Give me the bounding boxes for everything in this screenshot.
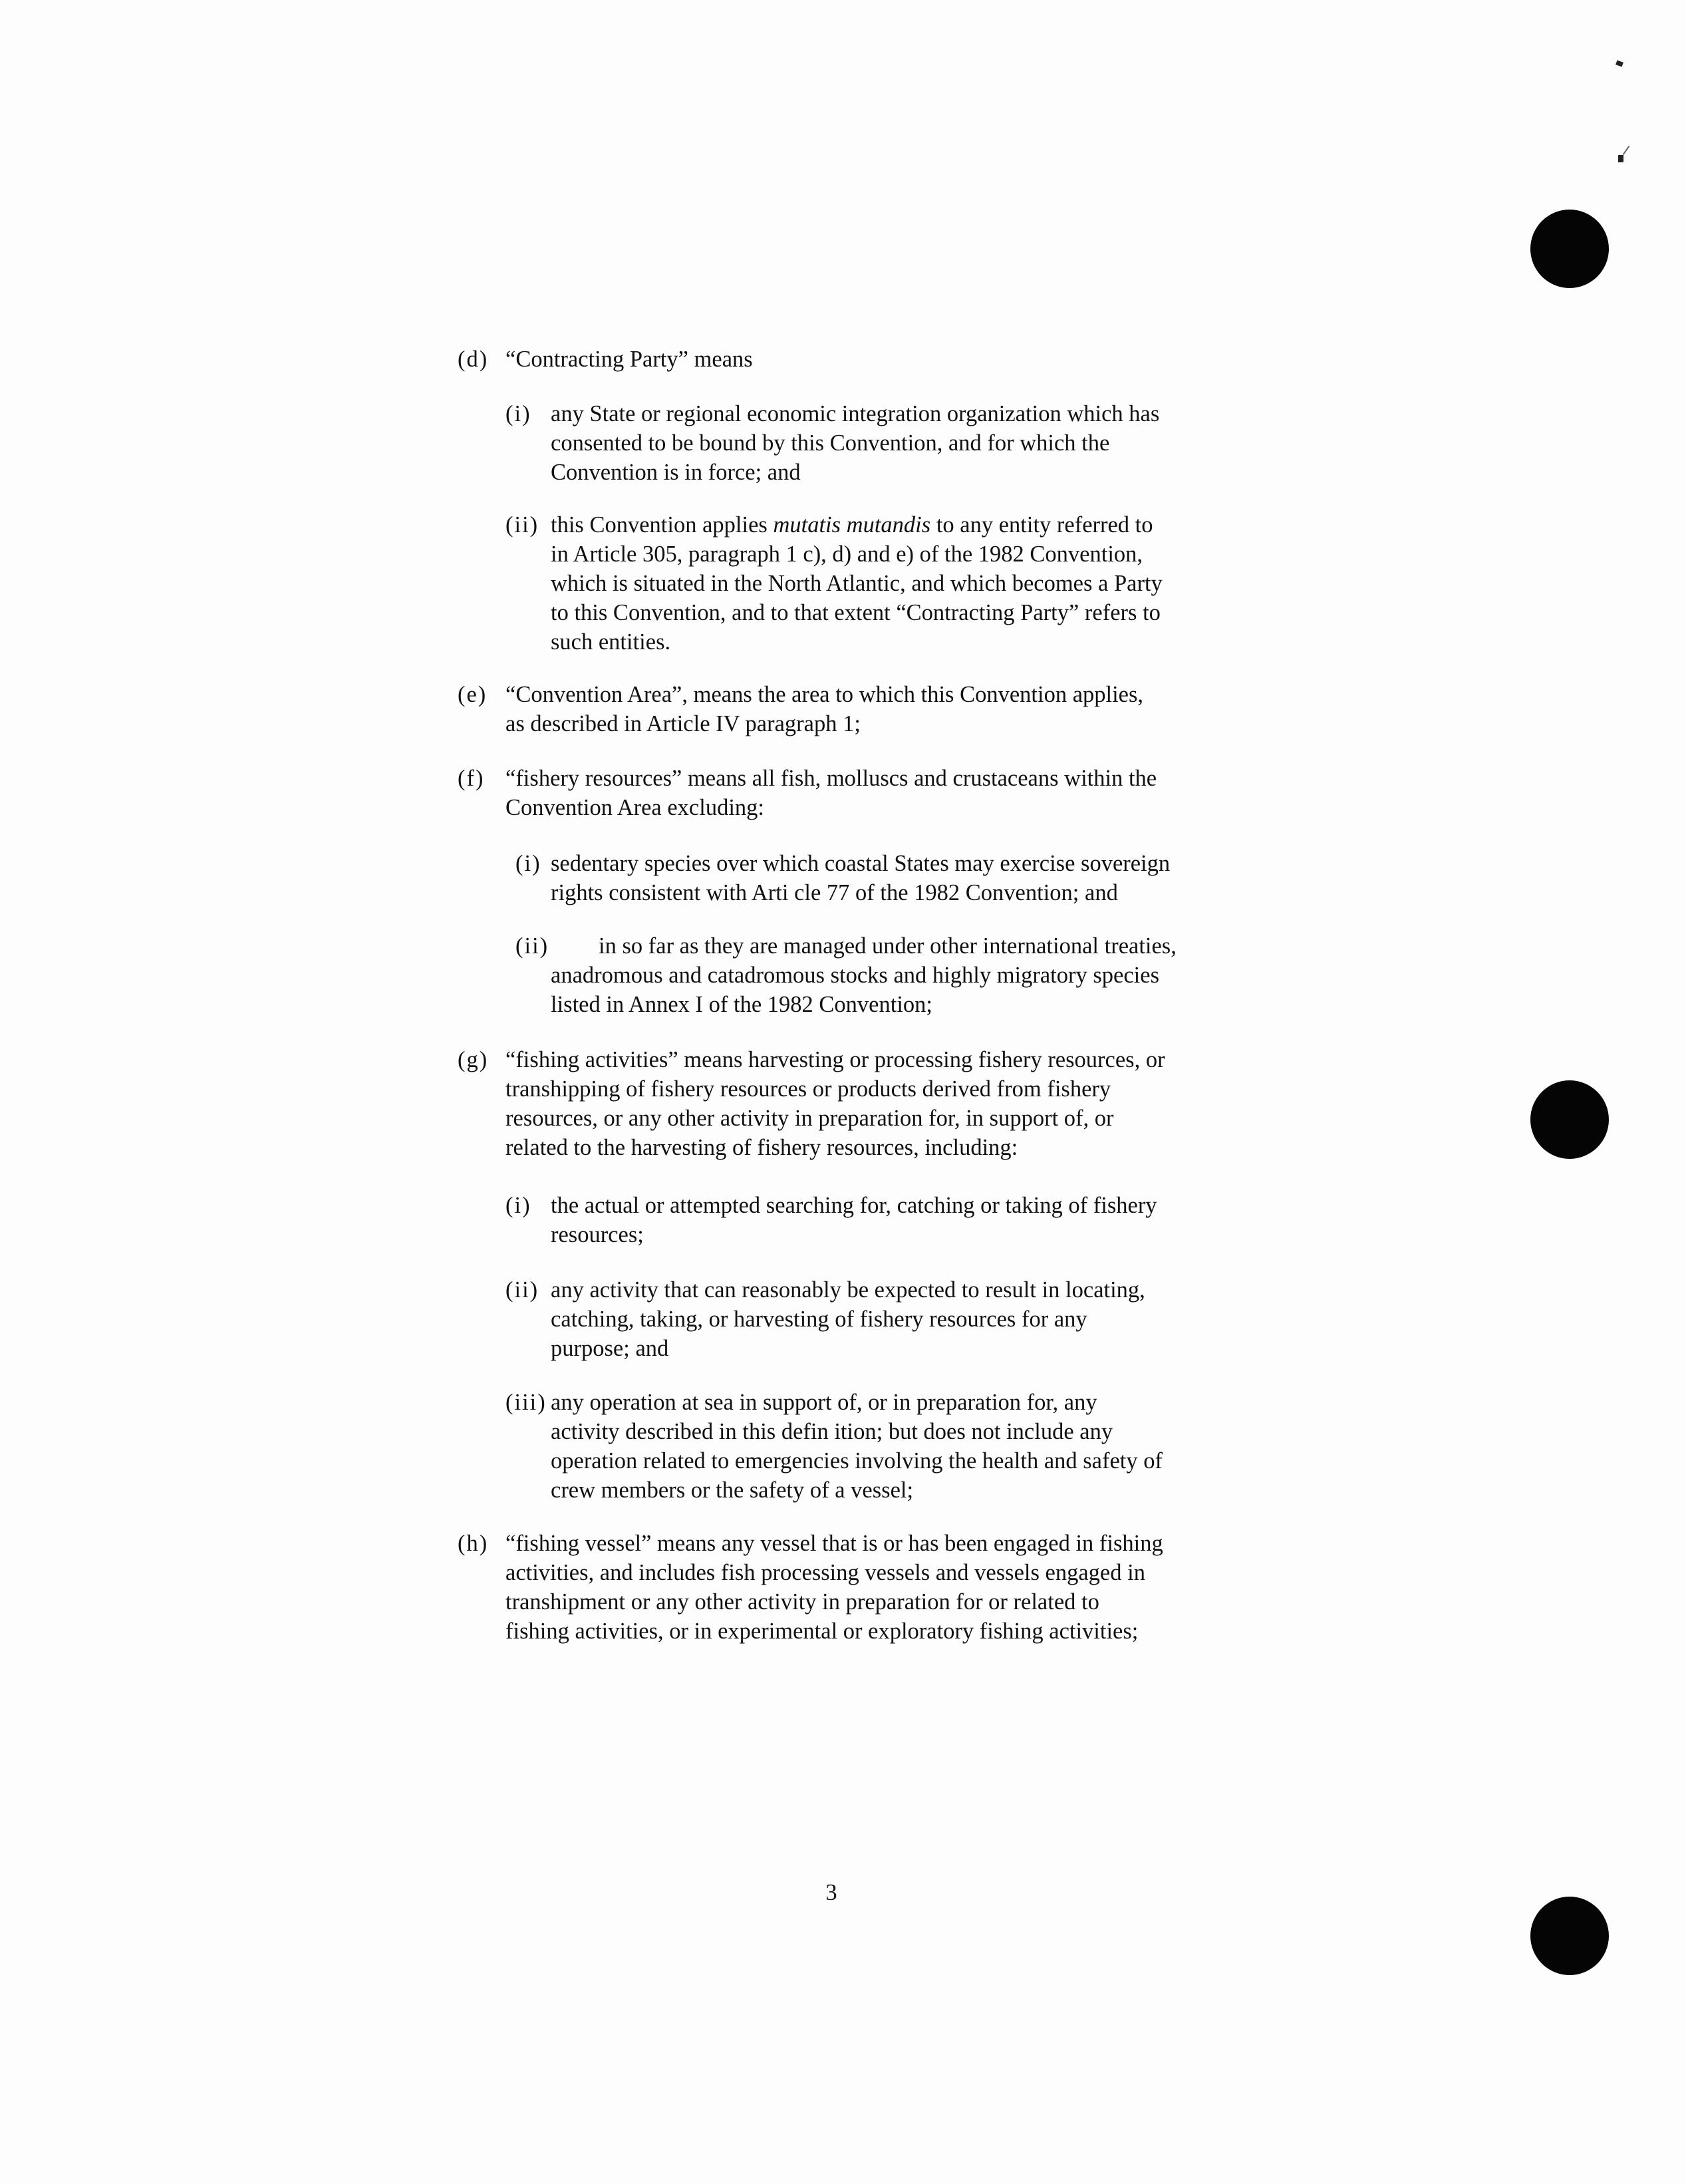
- item-text: [458, 680, 1143, 738]
- item-label: (ii): [505, 1277, 539, 1303]
- text-line: any State or regional economic integration organization which has: [551, 401, 1160, 426]
- item-text: [458, 1045, 1165, 1162]
- text-line: resources;: [551, 1222, 644, 1247]
- item-text: [505, 510, 1163, 657]
- text-line: the actual or attempted searching for, catching or taking of fishery: [551, 1193, 1157, 1218]
- item-text: [515, 931, 1177, 1019]
- definition-d-ii: [505, 510, 1163, 657]
- text-line: catching, taking, or harvesting of fishery resources for any: [551, 1307, 1087, 1332]
- text-line: anadromous and catadromous stocks and highly migratory species: [551, 963, 1159, 988]
- text-line: rights consistent with Arti cle 77 of the 1982 Convention; and: [551, 880, 1118, 905]
- text-line: “fishery resources” means all fish, molluscs and crustaceans within the: [505, 766, 1157, 791]
- italic-term: mutatis mutandis: [773, 512, 931, 538]
- text-line: sedentary species over which coastal States may exercise sovereign: [551, 851, 1171, 876]
- item-text: [505, 1191, 1157, 1249]
- item-label: (iii): [505, 1390, 547, 1415]
- punch-hole-top: [1530, 210, 1609, 288]
- text-line: “fishing activities” means harvesting or processing fishery resources, or: [505, 1047, 1165, 1072]
- text-line: [551, 510, 1163, 540]
- text-line: any activity that can reasonably be expected to result in locating,: [551, 1277, 1145, 1303]
- definition-d: [458, 345, 753, 374]
- item-label: (ii): [505, 512, 539, 538]
- text-line: to this Convention, and to that extent “Contracting Party” refers to: [551, 600, 1161, 625]
- item-text: [505, 1275, 1145, 1363]
- text-line: which is situated in the North Atlantic, and which becomes a Party: [551, 571, 1163, 596]
- item-label: (e): [458, 682, 488, 707]
- text-line: transhipping of fishery resources or products derived from fishery: [505, 1076, 1111, 1102]
- text-line: Convention Area excluding:: [505, 795, 765, 820]
- item-text: [515, 849, 1170, 907]
- text-line: any operation at sea in support of, or in preparation for, any: [551, 1390, 1097, 1415]
- text-fragment: this Convention applies: [551, 512, 773, 538]
- definition-f: [458, 764, 1157, 822]
- text-line: “Contracting Party” means: [505, 347, 753, 372]
- text-line: in so far as they are managed under other international treaties,: [599, 933, 1177, 959]
- text-line: activities, and includes fish processing vessels and vessels engaged in: [505, 1560, 1145, 1585]
- punch-hole-bottom: [1530, 1897, 1609, 1975]
- text-line: crew members or the safety of a vessel;: [551, 1478, 914, 1503]
- text-line: operation related to emergencies involving the health and safety of: [551, 1448, 1163, 1474]
- item-label: (d): [458, 347, 489, 372]
- punch-hole-middle: [1530, 1080, 1609, 1159]
- text-line: resources, or any other activity in preparation for, in support of, or: [505, 1106, 1114, 1131]
- item-label: (i): [505, 1193, 531, 1218]
- definition-f-i: [515, 849, 1170, 907]
- definition-h: [458, 1529, 1163, 1646]
- item-label: (f): [458, 766, 485, 791]
- text-fragment: to any entity referred to: [930, 512, 1153, 538]
- definition-g: [458, 1045, 1165, 1162]
- item-label: (g): [458, 1047, 489, 1072]
- item-text: [505, 399, 1159, 487]
- text-line: purpose; and: [551, 1336, 669, 1361]
- definition-g-ii: [505, 1275, 1145, 1363]
- text-line: as described in Article IV paragraph 1;: [505, 711, 861, 736]
- text-line: transhipment or any other activity in preparation for or related to: [505, 1589, 1099, 1615]
- page-number: 3: [825, 1880, 837, 1905]
- item-text: [458, 1529, 1163, 1646]
- text-line: consented to be bound by this Convention, and for which the: [551, 430, 1110, 456]
- text-line: fishing activities, or in experimental or exploratory fishing activities;: [505, 1619, 1139, 1644]
- text-line: “fishing vessel” means any vessel that is or has been engaged in fishing: [505, 1531, 1163, 1556]
- text-line: “Convention Area”, means the area to which this Convention applies,: [505, 682, 1144, 707]
- definition-d-i: [505, 399, 1159, 487]
- text-line: Convention is in force; and: [551, 460, 801, 485]
- definition-f-ii: [515, 931, 1177, 1019]
- definition-g-iii: [505, 1388, 1163, 1505]
- text-line: listed in Annex I of the 1982 Convention;: [551, 992, 932, 1017]
- text-line: related to the harvesting of fishery resources, including:: [505, 1135, 1018, 1160]
- item-label: (h): [458, 1531, 489, 1556]
- text-line: such entities.: [551, 629, 671, 655]
- definition-e: [458, 680, 1143, 738]
- item-label: (ii): [515, 933, 549, 959]
- item-text: [458, 345, 753, 374]
- item-text: [505, 1388, 1163, 1505]
- text-line: in Article 305, paragraph 1 c), d) and e) of the 1982 Convention,: [551, 542, 1143, 567]
- scan-speck: [1616, 61, 1623, 67]
- scan-speck: [1623, 146, 1630, 155]
- item-text: [458, 764, 1157, 822]
- item-label: (i): [515, 851, 541, 876]
- item-label: (i): [505, 401, 531, 426]
- text-line: activity described in this defin ition; but does not include any: [551, 1419, 1113, 1444]
- scan-speck: [1618, 155, 1623, 162]
- definition-g-i: [505, 1191, 1157, 1249]
